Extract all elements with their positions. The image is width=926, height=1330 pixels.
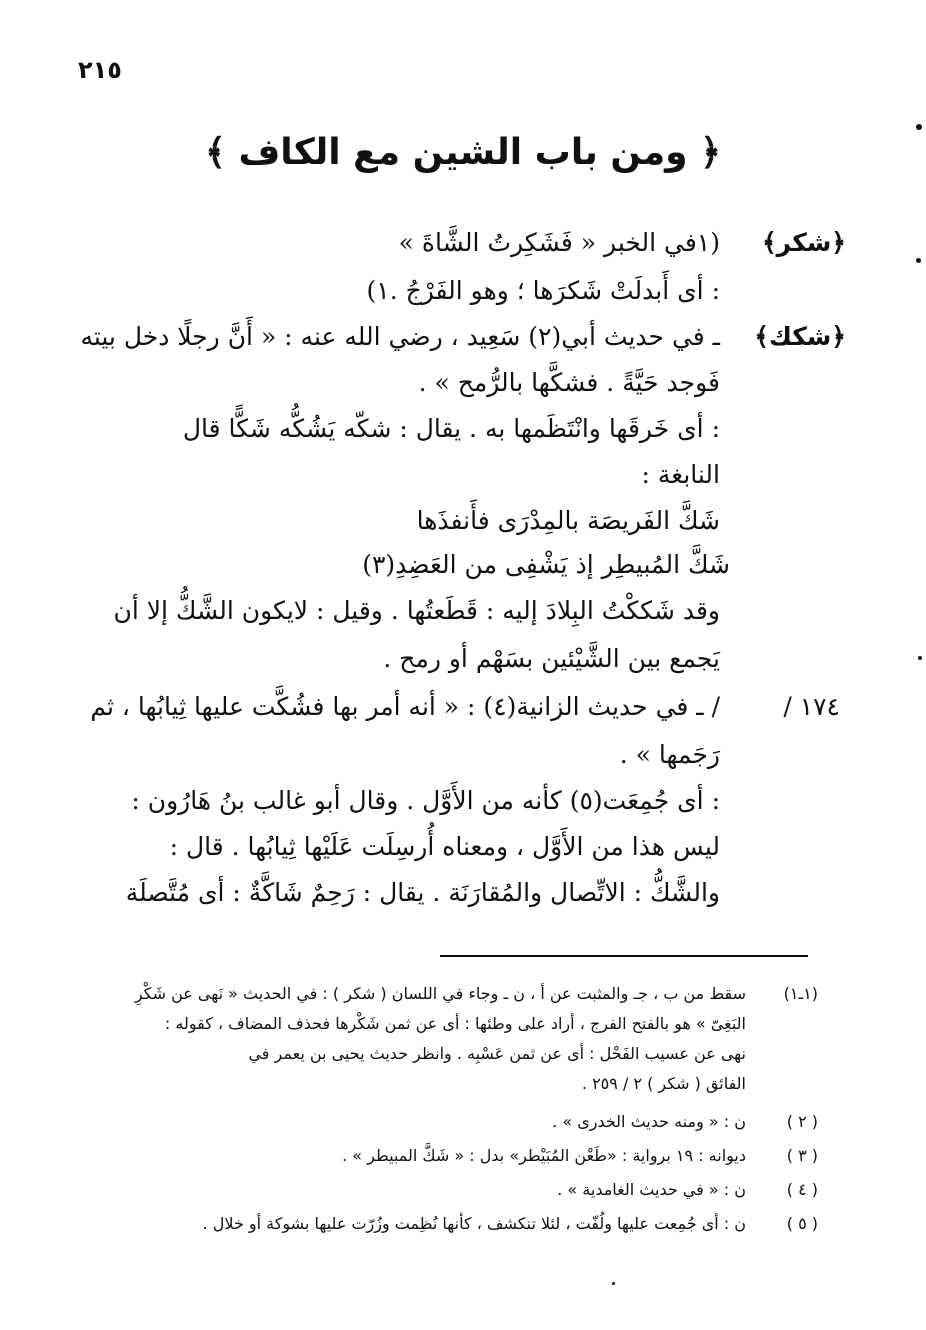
body-line: : أى جُمِعَت(٥) كأنه من الأَوَّل . وقال أبو غالب بنُ هَارُون : — [131, 786, 720, 815]
body-line: النابغة : — [641, 460, 720, 489]
verse-line-2: شَكَّ المُبيطِر إذ يَشْفِى من العَضِدِ(٣) — [362, 550, 730, 579]
footnote-line: ن : « ومنه حديث الخدرى » . — [552, 1112, 746, 1131]
page-number: ٢١٥ — [78, 56, 122, 84]
footnote-line: الفائق ( شكر ) ٢ / ٢٥٩ . — [581, 1074, 746, 1093]
margin-page-reference: ١٧٤ / — [783, 692, 840, 721]
body-line: ليس هذا من الأَوَّل ، ومعناه أُرسِلَت عَلَيْها ثِيابُها . قال : — [169, 832, 720, 861]
footnote-line: نهى عن عسيب الفَحْل : أى عن ثمن عَسْبِه . وانظر حديث يحيى بن يعمر في — [248, 1044, 746, 1063]
footnote-number: ( ٤ ) — [786, 1180, 818, 1199]
footnote-line: البَغِىّ » هو بالفتح الفرج ، أراد على وطئها : أى عن ثمن شَكْرها فحذف المضاف ، كقوله : — [164, 1014, 746, 1033]
footnote-number: ( ٢ ) — [786, 1112, 818, 1131]
scan-speck — [918, 656, 922, 660]
body-line: : أى خَرقَها وانْتَظَمها به . يقال : شكّه يَشُكُّه شَكًّا قال — [182, 414, 720, 443]
footnote-number: ( ٣ ) — [786, 1146, 818, 1165]
body-line: / ـ في حديث الزانية(٤) : « أنه أمر بها فشُكَّت عليها ثِيابُها ، ثم — [90, 692, 720, 721]
footnote-line: سقط من ب ، جـ والمثبت عن أ ، ن ـ وجاء في اللسان ( شكر ) : في الحديث « نَهى عن شَكْرِ — [134, 984, 746, 1003]
footnote-number: ( ٥ ) — [786, 1214, 818, 1233]
footnote-line: ن : أى جُمِعت عليها ولُفّت ، لئلا تنكشف ، كأنها نُظِمت وزُرّت عليها بشوكة أو خلال . — [202, 1214, 746, 1233]
body-line: (١في الخبر « فَشَكِرتُ الشَّاةَ » — [398, 228, 720, 257]
scan-speck — [916, 124, 922, 130]
footnote-line: ديوانه : ١٩ برواية : «طَعْن المُبَيْطر» بدل : « شَكَّ المبيطر » . — [342, 1146, 746, 1165]
body-line: فَوجد حَيَّةً . فشكَّها بالرُّمح » . — [418, 368, 720, 397]
scan-speck — [612, 1282, 615, 1285]
footnote-divider — [440, 955, 808, 957]
scan-speck — [916, 258, 921, 263]
entry-label-shukr: ﴿شكر﴾ — [762, 228, 846, 257]
body-line: ـ في حديث أبي(٢) سَعِيد ، رضي الله عنه : « أَنَّ رجلًا دخل بيته — [80, 322, 720, 351]
footnote-number: (١ـ١) — [783, 984, 818, 1003]
body-line: يَجمع بين الشَّيْئين بسَهْم أو رمح . — [383, 644, 720, 673]
body-line: : أى أَبدلَتْ شَكرَها ؛ وهو الفَرْجُ .١) — [366, 276, 720, 305]
body-line: رَجَمها » . — [619, 740, 720, 769]
body-line: والشَّكُّ : الاتِّصال والمُقارَنَة . يقال : رَحِمٌ شَاكَّةٌ : أى مُتَّصلَة — [125, 878, 720, 907]
verse-line-1: شَكَّ الفَريصَة بالمِدْرَى فأَنفذَها — [416, 506, 720, 535]
entry-label-shakk: ﴿شكك﴾ — [754, 322, 846, 351]
chapter-title: ﴿ ومن باب الشين مع الكاف ﴾ — [204, 132, 722, 173]
footnote-line: ن : « في حديث الغامدية » . — [557, 1180, 746, 1199]
body-line: وقد شَككْتُ البِلادَ إليه : قَطَعتُها . وقيل : لايكون الشَّكُّ إلا أن — [113, 596, 720, 625]
